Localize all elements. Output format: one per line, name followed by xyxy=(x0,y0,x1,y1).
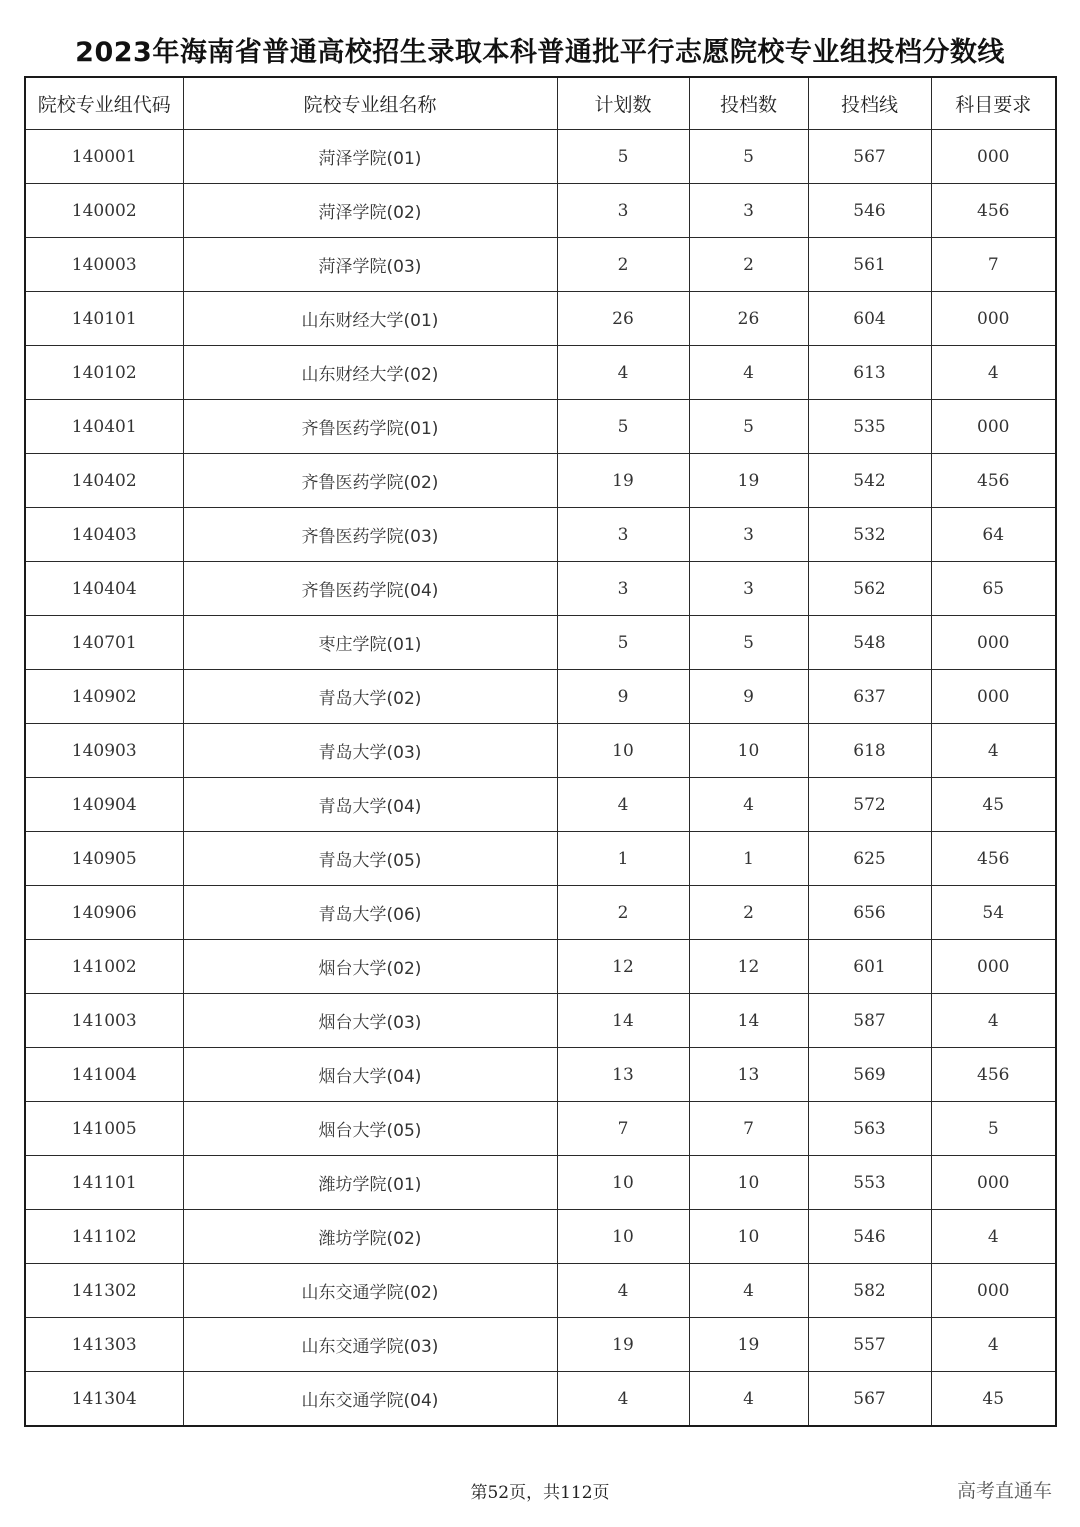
table-row xyxy=(25,1156,1056,1210)
cell-plan-count: 10 xyxy=(557,1156,689,1210)
table-row xyxy=(25,292,1056,346)
cell-plan-count: 2 xyxy=(557,886,689,940)
cell-subject-requirement: 000 xyxy=(931,940,1056,994)
table-row xyxy=(25,400,1056,454)
cell-plan-count: 26 xyxy=(557,292,689,346)
header-row xyxy=(25,77,1056,130)
cell-score-line: 553 xyxy=(808,1156,931,1210)
table-row xyxy=(25,616,1056,670)
cell-subject-requirement: 5 xyxy=(931,1102,1056,1156)
cell-group-code: 141005 xyxy=(25,1102,183,1156)
cell-group-code: 140003 xyxy=(25,238,183,292)
cell-subject-requirement: 456 xyxy=(931,454,1056,508)
cell-admitted-count: 19 xyxy=(689,1318,808,1372)
cell-group-name: 齐鲁医药学院(03) xyxy=(183,508,557,562)
table-row xyxy=(25,778,1056,832)
cell-plan-count: 3 xyxy=(557,508,689,562)
cell-group-name: 青岛大学(05) xyxy=(183,832,557,886)
table-row xyxy=(25,994,1056,1048)
cell-plan-count: 13 xyxy=(557,1048,689,1102)
cell-score-line: 572 xyxy=(808,778,931,832)
cell-plan-count: 10 xyxy=(557,1210,689,1264)
cell-score-line: 563 xyxy=(808,1102,931,1156)
cell-admitted-count: 4 xyxy=(689,778,808,832)
cell-admitted-count: 10 xyxy=(689,1210,808,1264)
cell-subject-requirement: 000 xyxy=(931,1264,1056,1318)
cell-group-name: 山东财经大学(02) xyxy=(183,346,557,400)
cell-plan-count: 7 xyxy=(557,1102,689,1156)
cell-score-line: 604 xyxy=(808,292,931,346)
cell-subject-requirement: 000 xyxy=(931,670,1056,724)
cell-group-name: 青岛大学(06) xyxy=(183,886,557,940)
column-header-admitted: 投档数 xyxy=(689,77,808,130)
cell-score-line: 656 xyxy=(808,886,931,940)
cell-subject-requirement: 000 xyxy=(931,400,1056,454)
cell-plan-count: 1 xyxy=(557,832,689,886)
cell-admitted-count: 3 xyxy=(689,184,808,238)
cell-score-line: 546 xyxy=(808,184,931,238)
cell-plan-count: 9 xyxy=(557,670,689,724)
cell-group-name: 青岛大学(03) xyxy=(183,724,557,778)
cell-score-line: 582 xyxy=(808,1264,931,1318)
cell-group-name: 潍坊学院(01) xyxy=(183,1156,557,1210)
cell-group-code: 140404 xyxy=(25,562,183,616)
cell-admitted-count: 12 xyxy=(689,940,808,994)
cell-subject-requirement: 7 xyxy=(931,238,1056,292)
cell-group-name: 山东财经大学(01) xyxy=(183,292,557,346)
cell-admitted-count: 1 xyxy=(689,832,808,886)
cell-subject-requirement: 000 xyxy=(931,130,1056,184)
cell-score-line: 561 xyxy=(808,238,931,292)
cell-score-line: 535 xyxy=(808,400,931,454)
table-row xyxy=(25,562,1056,616)
table-row xyxy=(25,1264,1056,1318)
cell-admitted-count: 9 xyxy=(689,670,808,724)
cell-score-line: 557 xyxy=(808,1318,931,1372)
cell-group-name: 齐鲁医药学院(01) xyxy=(183,400,557,454)
cell-group-code: 141101 xyxy=(25,1156,183,1210)
cell-score-line: 567 xyxy=(808,1372,931,1427)
cell-score-line: 587 xyxy=(808,994,931,1048)
cell-admitted-count: 5 xyxy=(689,400,808,454)
column-header-name: 院校专业组名称 xyxy=(183,77,557,130)
table-row xyxy=(25,724,1056,778)
cell-group-name: 烟台大学(02) xyxy=(183,940,557,994)
cell-subject-requirement: 456 xyxy=(931,1048,1056,1102)
cell-plan-count: 12 xyxy=(557,940,689,994)
cell-subject-requirement: 456 xyxy=(931,184,1056,238)
cell-subject-requirement: 000 xyxy=(931,1156,1056,1210)
cell-group-code: 141302 xyxy=(25,1264,183,1318)
cell-score-line: 625 xyxy=(808,832,931,886)
cell-score-line: 569 xyxy=(808,1048,931,1102)
cell-group-name: 山东交通学院(04) xyxy=(183,1372,557,1427)
cell-plan-count: 4 xyxy=(557,1372,689,1427)
cell-subject-requirement: 4 xyxy=(931,346,1056,400)
table-row xyxy=(25,454,1056,508)
column-header-subject-requirement: 科目要求 xyxy=(931,77,1056,130)
cell-group-code: 141002 xyxy=(25,940,183,994)
table-row xyxy=(25,1318,1056,1372)
cell-subject-requirement: 65 xyxy=(931,562,1056,616)
cell-group-code: 140101 xyxy=(25,292,183,346)
cell-group-code: 140906 xyxy=(25,886,183,940)
cell-subject-requirement: 4 xyxy=(931,1318,1056,1372)
cell-plan-count: 2 xyxy=(557,238,689,292)
cell-plan-count: 19 xyxy=(557,1318,689,1372)
cell-group-code: 140905 xyxy=(25,832,183,886)
cell-subject-requirement: 4 xyxy=(931,724,1056,778)
cell-subject-requirement: 45 xyxy=(931,778,1056,832)
column-header-score-line: 投档线 xyxy=(808,77,931,130)
watermark: 高考直通车 xyxy=(956,1480,1052,1502)
cell-admitted-count: 7 xyxy=(689,1102,808,1156)
cell-admitted-count: 3 xyxy=(689,508,808,562)
table-row xyxy=(25,184,1056,238)
cell-subject-requirement: 456 xyxy=(931,832,1056,886)
table-row xyxy=(25,346,1056,400)
column-header-code: 院校专业组代码 xyxy=(25,77,183,130)
cell-group-name: 菏泽学院(02) xyxy=(183,184,557,238)
cell-group-code: 140002 xyxy=(25,184,183,238)
score-table xyxy=(24,76,1057,1427)
cell-group-name: 山东交通学院(03) xyxy=(183,1318,557,1372)
cell-score-line: 613 xyxy=(808,346,931,400)
cell-subject-requirement: 54 xyxy=(931,886,1056,940)
cell-plan-count: 4 xyxy=(557,778,689,832)
cell-admitted-count: 5 xyxy=(689,616,808,670)
cell-subject-requirement: 000 xyxy=(931,616,1056,670)
cell-subject-requirement: 4 xyxy=(931,994,1056,1048)
cell-admitted-count: 19 xyxy=(689,454,808,508)
cell-admitted-count: 26 xyxy=(689,292,808,346)
cell-group-code: 140401 xyxy=(25,400,183,454)
cell-admitted-count: 3 xyxy=(689,562,808,616)
cell-group-name: 烟台大学(04) xyxy=(183,1048,557,1102)
cell-group-name: 菏泽学院(03) xyxy=(183,238,557,292)
cell-plan-count: 5 xyxy=(557,130,689,184)
cell-group-code: 141004 xyxy=(25,1048,183,1102)
cell-admitted-count: 2 xyxy=(689,886,808,940)
cell-group-name: 山东交通学院(02) xyxy=(183,1264,557,1318)
table-row xyxy=(25,940,1056,994)
cell-score-line: 637 xyxy=(808,670,931,724)
table-row xyxy=(25,238,1056,292)
cell-admitted-count: 13 xyxy=(689,1048,808,1102)
cell-plan-count: 3 xyxy=(557,562,689,616)
cell-admitted-count: 4 xyxy=(689,1372,808,1427)
cell-subject-requirement: 000 xyxy=(931,292,1056,346)
cell-group-code: 140904 xyxy=(25,778,183,832)
cell-group-name: 枣庄学院(01) xyxy=(183,616,557,670)
cell-plan-count: 5 xyxy=(557,616,689,670)
cell-group-code: 141304 xyxy=(25,1372,183,1427)
cell-group-name: 齐鲁医药学院(02) xyxy=(183,454,557,508)
cell-subject-requirement: 45 xyxy=(931,1372,1056,1427)
table-row xyxy=(25,508,1056,562)
table-row xyxy=(25,1210,1056,1264)
table-row xyxy=(25,670,1056,724)
cell-group-code: 140102 xyxy=(25,346,183,400)
cell-score-line: 548 xyxy=(808,616,931,670)
page-number: 第52页，共112页 xyxy=(470,1483,610,1503)
table-row xyxy=(25,832,1056,886)
cell-group-code: 140001 xyxy=(25,130,183,184)
cell-score-line: 546 xyxy=(808,1210,931,1264)
cell-admitted-count: 14 xyxy=(689,994,808,1048)
cell-group-name: 烟台大学(03) xyxy=(183,994,557,1048)
table-row xyxy=(25,1372,1056,1427)
cell-group-code: 141102 xyxy=(25,1210,183,1264)
cell-group-code: 140701 xyxy=(25,616,183,670)
cell-plan-count: 5 xyxy=(557,400,689,454)
cell-group-name: 菏泽学院(01) xyxy=(183,130,557,184)
cell-plan-count: 4 xyxy=(557,1264,689,1318)
table-row xyxy=(25,130,1056,184)
column-header-plan: 计划数 xyxy=(557,77,689,130)
cell-group-name: 烟台大学(05) xyxy=(183,1102,557,1156)
cell-group-name: 齐鲁医药学院(04) xyxy=(183,562,557,616)
cell-group-code: 140902 xyxy=(25,670,183,724)
cell-score-line: 542 xyxy=(808,454,931,508)
table-row xyxy=(25,886,1056,940)
cell-group-code: 141003 xyxy=(25,994,183,1048)
cell-group-name: 青岛大学(04) xyxy=(183,778,557,832)
cell-group-name: 青岛大学(02) xyxy=(183,670,557,724)
cell-score-line: 618 xyxy=(808,724,931,778)
table-body xyxy=(25,130,1056,1427)
table-row xyxy=(25,1102,1056,1156)
cell-score-line: 567 xyxy=(808,130,931,184)
cell-group-code: 140403 xyxy=(25,508,183,562)
cell-score-line: 562 xyxy=(808,562,931,616)
cell-score-line: 601 xyxy=(808,940,931,994)
cell-admitted-count: 10 xyxy=(689,1156,808,1210)
cell-admitted-count: 5 xyxy=(689,130,808,184)
page-title: 2023年海南省普通高校招生录取本科普通批平行志愿院校专业组投档分数线 xyxy=(75,37,1005,68)
cell-group-code: 141303 xyxy=(25,1318,183,1372)
cell-plan-count: 4 xyxy=(557,346,689,400)
cell-group-code: 140402 xyxy=(25,454,183,508)
cell-group-name: 潍坊学院(02) xyxy=(183,1210,557,1264)
cell-plan-count: 14 xyxy=(557,994,689,1048)
cell-admitted-count: 10 xyxy=(689,724,808,778)
cell-subject-requirement: 64 xyxy=(931,508,1056,562)
cell-plan-count: 19 xyxy=(557,454,689,508)
cell-group-code: 140903 xyxy=(25,724,183,778)
cell-score-line: 532 xyxy=(808,508,931,562)
cell-plan-count: 10 xyxy=(557,724,689,778)
cell-plan-count: 3 xyxy=(557,184,689,238)
cell-admitted-count: 4 xyxy=(689,346,808,400)
cell-admitted-count: 4 xyxy=(689,1264,808,1318)
cell-admitted-count: 2 xyxy=(689,238,808,292)
cell-subject-requirement: 4 xyxy=(931,1210,1056,1264)
table-row xyxy=(25,1048,1056,1102)
